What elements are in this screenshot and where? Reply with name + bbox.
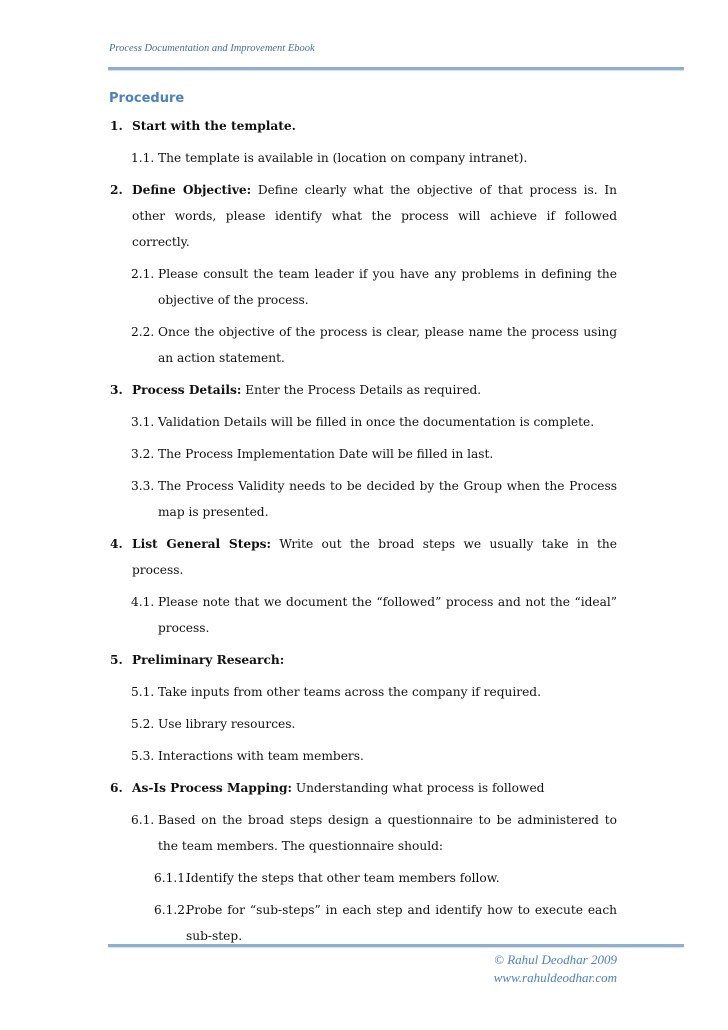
list-item <box>110 113 617 139</box>
list-item <box>110 647 617 673</box>
header-title: Process Documentation and Improvement Ebook <box>109 43 315 54</box>
footer-copyright: © Rahul Deodhar 2009 <box>494 952 617 967</box>
item-number: 1. <box>110 119 123 133</box>
item-text: Write out the broad steps we usually take in the process. <box>132 537 617 577</box>
header-rule <box>108 67 684 70</box>
item-number: 3.2. <box>131 447 155 461</box>
item-text: Enter the Process Details as required. <box>241 383 482 397</box>
item-heading: As-Is Process Mapping: <box>132 781 292 795</box>
list-item <box>110 145 617 171</box>
item-number: 2.2. <box>131 325 155 339</box>
item-text: Please note that we document the “followed” process and not the “ideal” process. <box>158 595 617 635</box>
item-number: 3. <box>110 383 123 397</box>
item-text: Define clearly what the objective of that process is. In other words, please identify what the process will achieve if followed correctly. <box>132 183 617 249</box>
list-item <box>110 807 617 859</box>
list-item <box>110 865 617 891</box>
list-item <box>110 897 617 949</box>
item-number: 6. <box>110 781 123 795</box>
procedure-list <box>110 113 617 955</box>
item-text: Based on the broad steps design a questionnaire to be administered to the team members. The questionnaire should: <box>158 813 617 853</box>
item-number: 5. <box>110 653 123 667</box>
list-item <box>110 775 617 801</box>
item-text: Take inputs from other teams across the company if required. <box>158 685 541 699</box>
item-number: 3.1. <box>131 415 155 429</box>
list-item <box>110 377 617 403</box>
item-number: 2. <box>110 183 123 197</box>
item-text: The template is available in (location on company intranet). <box>158 151 528 165</box>
item-text: Please consult the team leader if you have any problems in defining the objective of the process. <box>158 267 617 307</box>
item-heading: Start with the template. <box>132 119 296 133</box>
item-text: Validation Details will be filled in once the documentation is complete. <box>158 415 595 429</box>
footer <box>494 951 617 987</box>
list-item <box>110 743 617 769</box>
list-item <box>110 319 617 371</box>
item-text: Interactions with team members. <box>158 749 364 763</box>
item-number: 1.1. <box>131 151 155 165</box>
item-heading: Preliminary Research: <box>132 653 285 667</box>
item-heading: List General Steps: <box>132 537 271 551</box>
list-item <box>110 261 617 313</box>
footer-rule <box>108 944 684 947</box>
item-number: 6.1.1. <box>154 871 189 885</box>
item-text: Once the objective of the process is clear, please name the process using an action statement. <box>158 325 617 365</box>
item-text: Understanding what process is followed <box>291 781 545 795</box>
item-text: The Process Implementation Date will be filled in last. <box>158 447 494 461</box>
item-number: 5.2. <box>131 717 155 731</box>
item-text: Probe for “sub-steps” in each step and identify how to execute each sub-step. <box>186 903 617 943</box>
footer-website[interactable]: www.rahuldeodhar.com <box>493 970 617 985</box>
item-number: 6.1. <box>131 813 155 827</box>
list-item <box>110 441 617 467</box>
item-number: 3.3. <box>131 479 155 493</box>
item-number: 4. <box>110 537 123 551</box>
section-heading: Procedure <box>109 91 185 106</box>
item-number: 5.3. <box>131 749 155 763</box>
list-item <box>110 177 617 255</box>
item-number: 2.1. <box>131 267 155 281</box>
list-item <box>110 531 617 583</box>
item-text: Use library resources. <box>158 717 296 731</box>
list-item <box>110 589 617 641</box>
item-number: 4.1. <box>131 595 155 609</box>
list-item <box>110 473 617 525</box>
list-item <box>110 679 617 705</box>
item-heading: Process Details: <box>132 383 242 397</box>
item-text: Identify the steps that other team members follow. <box>186 871 500 885</box>
list-item <box>110 409 617 435</box>
list-item <box>110 711 617 737</box>
item-number: 6.1.2. <box>154 903 189 917</box>
item-number: 5.1. <box>131 685 155 699</box>
item-text: The Process Validity needs to be decided by the Group when the Process map is presented. <box>158 479 617 519</box>
item-heading: Define Objective: <box>132 183 252 197</box>
